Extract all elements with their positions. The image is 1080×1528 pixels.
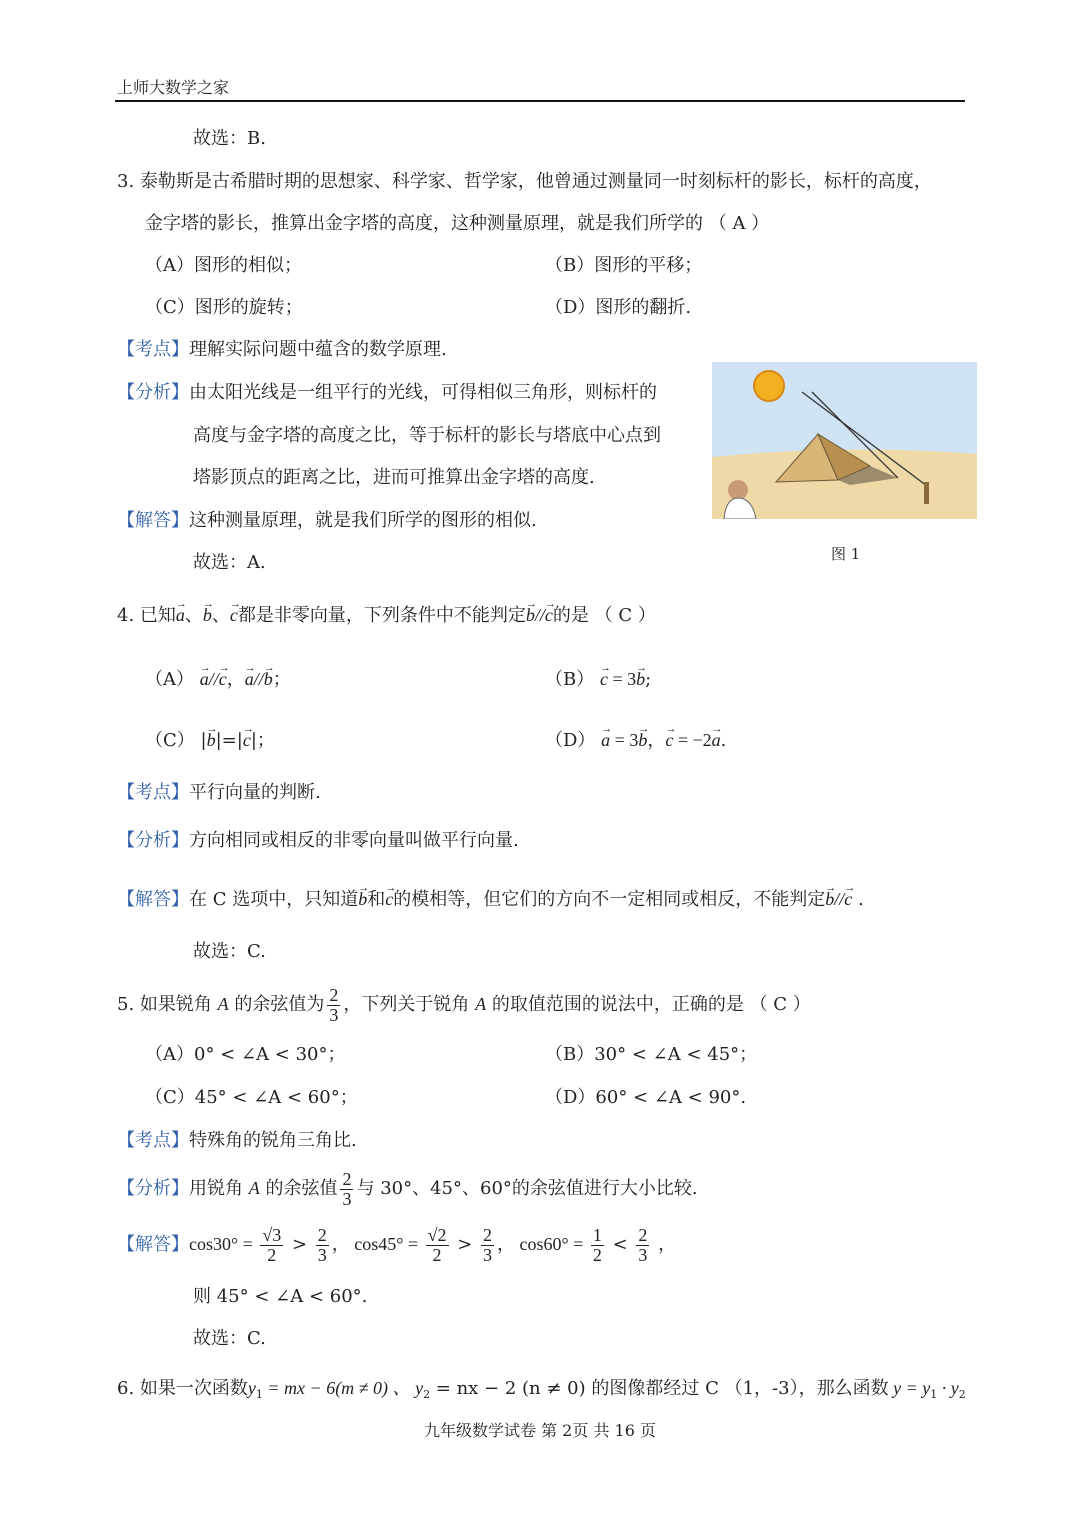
vec-b: → b [207,728,216,752]
denominator: 3 [342,1188,352,1209]
abs-eq: |=| [215,730,243,751]
vec-c: → c [243,728,251,752]
period: . [720,730,727,751]
q5-fenxi [117,1166,698,1211]
y2: y [415,1378,424,1398]
q3-stem-1: 3. 泰勒斯是古希腊时期的思想家、科学家、哲学家，他曾通过测量同一时刻标杆的影长，标杆的高度， [117,171,932,192]
header-rule [115,100,965,102]
vec-c: → c [545,603,553,627]
q5-stem-text-3: ，下列关于锐角 [343,994,470,1015]
fraction-2-3 [340,1170,353,1209]
semicolon: ； [256,730,275,751]
q5-answer: 故选：C. [193,1328,266,1349]
cos45-label: ， cos45° = [331,1234,423,1254]
q5-stem-text-4: 的取值范围的说法中，正确的是 （ C ） [491,994,811,1015]
fenxi-tag: 【分析】 [117,830,189,851]
jieda-text-2: 和 [367,889,386,910]
cos60-label: ， cos60° = [497,1234,588,1254]
semicolon: ; [645,669,652,690]
numerator: 2 [483,1224,493,1245]
parallel-sign: // [534,605,545,625]
prev-answer: 故选：B. [193,128,266,149]
q4-option-d [545,728,726,753]
fenxi-tag: 【分析】 [117,1178,189,1199]
fraction-2-3 [327,986,340,1025]
q6-stem [117,1376,966,1407]
q3-option-d: （D）图形的翻折. [545,297,692,318]
q3-stem-2: 金字塔的影长，推算出金字塔的高度，这种测量原理，就是我们所学的 （ A ） [145,213,770,234]
kaodian-tag: 【考点】 [117,1130,189,1151]
pole [924,482,929,504]
semicolon: ； [272,669,291,690]
vec-b: → b [638,728,647,752]
numerator: 2 [638,1224,648,1245]
comma: ， [647,730,666,751]
opt-label: （D） [545,730,596,751]
q3-option-b: （B）图形的平移； [545,255,703,276]
q4-stem [117,603,656,628]
pyramid-figure [712,362,977,519]
parallel-sign: // [253,669,264,689]
q5-option-a: （A）0° < ∠A < 30°； [145,1044,346,1065]
denominator: 3 [638,1244,648,1265]
vec-c: → c [219,667,227,691]
jieda-tag: 【解答】 [117,1234,189,1255]
vec-c: → c [844,887,852,911]
vec-b: → b [264,667,273,691]
y1: y [247,1378,256,1398]
vec-c: → c [600,667,608,691]
angle-a: A [217,994,229,1014]
q3-fenxi-2: 高度与金字塔的高度之比，等于标杆的影长与塔底中心点到 [193,425,661,446]
denominator: 2 [592,1244,602,1265]
q4-answer: 故选：C. [193,941,266,962]
jieda-text-1: 在 C 选项中，只知道 [189,889,359,910]
q4-fenxi [117,829,519,853]
eq-minus-two: = −2 [673,730,712,750]
numerator: 2 [329,984,339,1005]
less-than: < [606,1234,634,1255]
comma: ， [652,1234,677,1255]
fenxi-text-3: 与 30°、45°、60°的余弦值进行大小比较. [356,1178,698,1199]
vec-b: → b [825,887,834,911]
q5-stem [117,982,811,1027]
sep: 、 [184,605,203,626]
vec-b: → b [203,603,212,627]
q3-option-a: （A）图形的相似； [145,255,302,276]
parallel-sign: // [208,669,219,689]
vec-a: → a [712,728,721,752]
kaodian-text: 特殊角的锐角三角比. [189,1130,357,1151]
sub-2: 2 [958,1388,966,1401]
dot-y: · y [937,1378,959,1398]
vec-b: → b [526,603,535,627]
q3-fenxi-3: 塔影顶点的距离之比，进而可推算出金字塔的高度. [193,467,595,488]
fenxi-text: 方向相同或相反的非零向量叫做平行向量. [189,830,519,851]
eq-three: = 3 [607,669,637,689]
q3-jieda [117,509,537,533]
q5-option-d: （D）60° < ∠A < 90°. [545,1087,747,1108]
denominator: 2 [267,1244,277,1265]
cos30-label: cos30° = [189,1234,258,1254]
angle-a: A [248,1178,260,1198]
jieda-text-3: 的模相等，但它们的方向不一定相同或相反，不能判定 [393,889,826,910]
vec-a: → a [200,667,209,691]
q5-stem-text-1: 5. 如果锐角 [117,994,212,1015]
vec-c: → c [230,603,238,627]
q4-stem-text-3: 的是 （ C ） [552,605,656,626]
abs-bar: | [200,730,207,751]
denominator: 2 [432,1244,442,1265]
point-c: C （1，-3），那么函数 [699,1378,889,1399]
q3-kaodian [117,338,447,362]
numerator: √2 [427,1224,447,1245]
q6-stem-text-1: 6. 如果一次函数 [117,1378,248,1399]
fenxi-text-1: 用锐角 [189,1178,243,1199]
sub-1: 1 [930,1388,938,1401]
q4-jieda [117,887,864,912]
q4-option-b [545,667,651,692]
opt-label: （B） [545,669,595,690]
q4-stem-text-1: 4. 已知 [117,605,176,626]
q5-kaodian [117,1129,357,1153]
func-2: = nx − 2 (n ≠ 0) 的图像都经过 [430,1378,700,1399]
greater-than: > [451,1234,479,1255]
numerator: 1 [592,1224,602,1245]
denominator: 3 [483,1244,493,1265]
parallel-sign: // [834,889,845,909]
vec-c: → c [385,887,393,911]
fraction-2-3 [636,1226,649,1265]
jieda-tag: 【解答】 [117,889,189,910]
thales-head [728,480,748,500]
q5-conclusion: 则 45° < ∠A < 60°. [193,1286,368,1307]
kaodian-text: 理解实际问题中蕴含的数学原理. [189,339,447,360]
opt-label: （A） [145,669,194,690]
denominator: 3 [317,1244,327,1265]
sun-icon [754,371,784,401]
fenxi-text-2: 的余弦值 [265,1178,338,1199]
denominator: 3 [329,1004,339,1025]
q5-jieda [117,1222,676,1267]
y-product: y = y [888,1378,931,1398]
q4-stem-text-2: 都是非零向量，下列条件中不能判定 [237,605,526,626]
vec-b: → b [358,887,367,911]
fenxi-tag: 【分析】 [117,382,189,403]
vec-a: → a [176,603,185,627]
abs-bar: | [250,730,257,751]
q5-option-b: （B）30° < ∠A < 45°； [545,1044,758,1065]
fraction-2-3 [481,1226,494,1265]
vec-b: → b [636,667,645,691]
q5-stem-text-2: 的余弦值为 [234,994,325,1015]
kaodian-text: 平行向量的判断. [189,782,321,803]
greater-than: > [286,1234,313,1255]
q4-option-c [145,728,275,753]
jieda-text: 这种测量原理，就是我们所学的图形的相似. [189,510,537,531]
q3-option-c: （C）图形的旋转； [145,297,303,318]
kaodian-tag: 【考点】 [117,339,189,360]
fraction-1-2 [591,1226,604,1265]
func-1: = mx − 6(m ≠ 0) 、 [262,1378,416,1398]
sub-1: 1 [255,1388,263,1401]
numerator: 2 [342,1168,352,1189]
q3-answer: 故选：A. [193,552,266,573]
opt-label: （C） [145,730,195,751]
angle-a: A [475,994,487,1014]
eq-three: = 3 [610,730,639,750]
vec-c: → c [665,728,673,752]
jieda-tag: 【解答】 [117,510,189,531]
sub-2: 2 [423,1388,431,1401]
vec-a: → a [601,728,610,752]
sep: 、 [211,605,230,626]
q5-option-c: （C）45° < ∠A < 60°； [145,1087,358,1108]
kaodian-tag: 【考点】 [117,782,189,803]
jieda-text-4: . [852,889,864,910]
fraction-sqrt3-2 [260,1226,283,1265]
fraction-2-3 [316,1226,329,1265]
q4-kaodian [117,781,321,805]
comma: ， [226,669,245,690]
page-footer: 九年级数学试卷 第 2页 共 16 页 [424,1421,656,1440]
fenxi-text-1: 由太阳光线是一组平行的光线，可得相似三角形，则标杆的 [189,382,657,403]
figure-caption: 图 1 [831,545,861,563]
numerator: √3 [262,1224,282,1245]
q4-option-a [145,667,291,692]
vec-a: → a [245,667,254,691]
fraction-sqrt2-2 [426,1226,449,1265]
numerator: 2 [317,1224,327,1245]
q3-fenxi [117,381,657,405]
header-title: 上师大数学之家 [117,78,230,97]
